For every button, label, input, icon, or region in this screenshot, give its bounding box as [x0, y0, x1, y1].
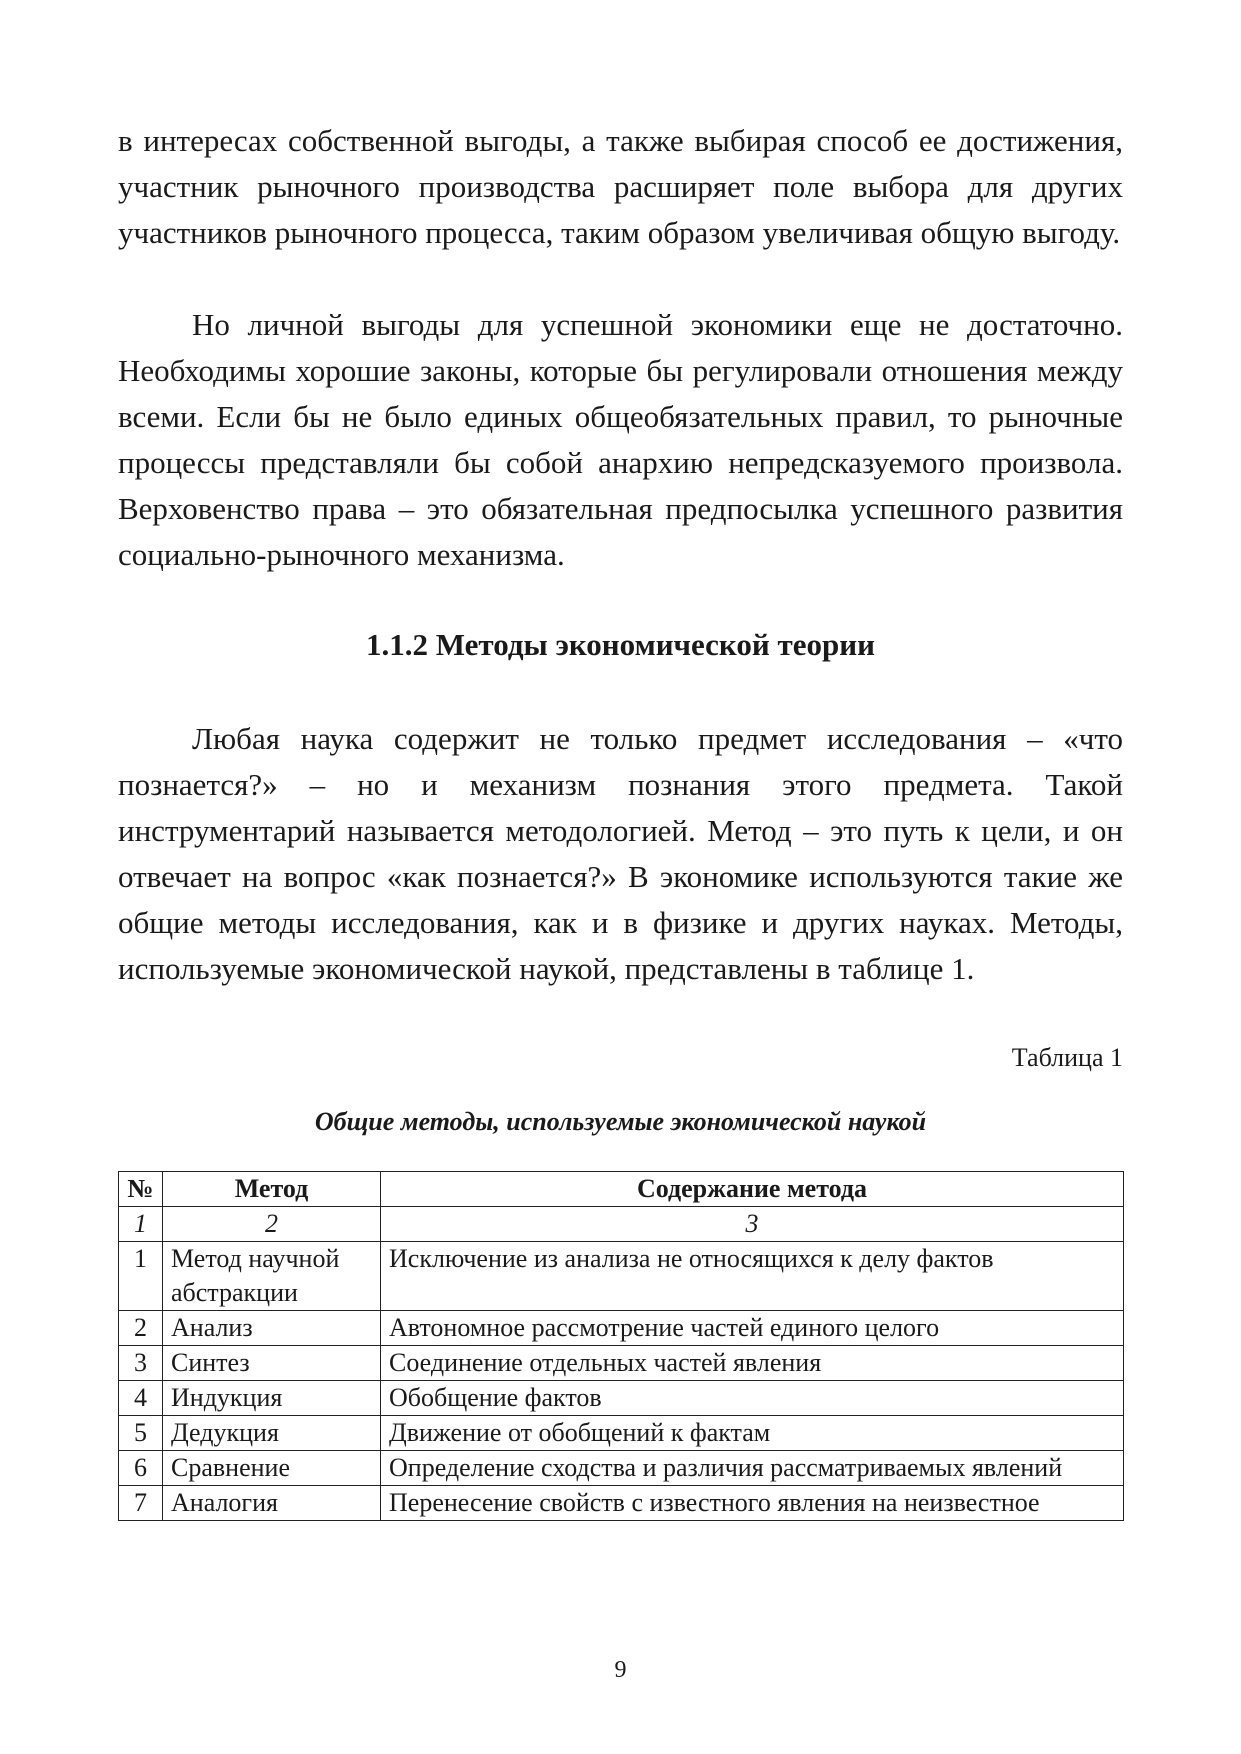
row-content: Перенесение свойств с известного явления на неизвестное	[381, 1486, 1124, 1521]
table-row	[119, 1486, 1124, 1521]
row-content: Движение от обобщений к фактам	[381, 1416, 1124, 1451]
table-row	[119, 1381, 1124, 1416]
row-number: 2	[119, 1311, 163, 1346]
table-row	[119, 1416, 1124, 1451]
paragraph-2: Но личной выгоды для успешной экономики еще не достаточно. Необходимы хорошие законы, которые бы регулировали отношения между всеми. Если бы не было единых общеобязательных правил, то рыночные процессы представляли бы собой анархию непредсказуемого произвола. Верховенство права – это обязательная предпосылка успешного развития социально-рыночного механизма.	[118, 307, 1123, 572]
row-number: 4	[119, 1381, 163, 1416]
table-row	[119, 1311, 1124, 1346]
row-method: Метод научной абстракции	[163, 1242, 381, 1311]
row-method: Анализ	[163, 1311, 381, 1346]
row-method: Дедукция	[163, 1416, 381, 1451]
header-content: Содержание метода	[381, 1172, 1124, 1207]
row-method: Индукция	[163, 1381, 381, 1416]
column-numbers-row	[119, 1207, 1124, 1242]
row-content: Соединение отдельных частей явления	[381, 1346, 1124, 1381]
row-content: Обобщение фактов	[381, 1381, 1124, 1416]
table-caption: Общие методы, используемые экономической наукой	[314, 1107, 927, 1136]
table-header-row	[119, 1172, 1124, 1207]
table-row	[119, 1242, 1124, 1311]
paragraph-1: в интересах собственной выгоды, а также выбирая способ ее достижения, участник рыночного производства расширяет поле выбора для других участников рыночного процесса, таким образом увеличивая общую выгоду.	[118, 123, 1123, 250]
column-number-3: 3	[381, 1207, 1124, 1242]
header-number: №	[119, 1172, 163, 1207]
row-method: Аналогия	[163, 1486, 381, 1521]
methods-table	[118, 1171, 1124, 1521]
row-content: Исключение из анализа не относящихся к делу фактов	[381, 1242, 1124, 1311]
table-label: Таблица 1	[1011, 1043, 1123, 1072]
row-number: 1	[119, 1242, 163, 1311]
row-content: Определение сходства и различия рассматриваемых явлений	[381, 1451, 1124, 1486]
section-heading: 1.1.2 Методы экономической теории	[366, 627, 875, 662]
paragraph-3: Любая наука содержит не только предмет исследования – «что познается?» – но и механизм познания этого предмета. Такой инструментарий называется методологией. Метод – это путь к цели, и он отвечает на вопрос «как познается?» В экономике используются такие же общие методы исследования, как и в физике и других науках. Методы, используемые экономической наукой, представлены в таблице 1.	[118, 721, 1123, 986]
row-method: Синтез	[163, 1346, 381, 1381]
table-row	[119, 1346, 1124, 1381]
row-number: 7	[119, 1486, 163, 1521]
column-number-1: 1	[119, 1207, 163, 1242]
header-method: Метод	[163, 1172, 381, 1207]
row-number: 5	[119, 1416, 163, 1451]
column-number-2: 2	[163, 1207, 381, 1242]
page-number: 9	[614, 1657, 627, 1683]
row-method: Сравнение	[163, 1451, 381, 1486]
table-row	[119, 1451, 1124, 1486]
row-number: 3	[119, 1346, 163, 1381]
row-number: 6	[119, 1451, 163, 1486]
row-content: Автономное рассмотрение частей единого целого	[381, 1311, 1124, 1346]
